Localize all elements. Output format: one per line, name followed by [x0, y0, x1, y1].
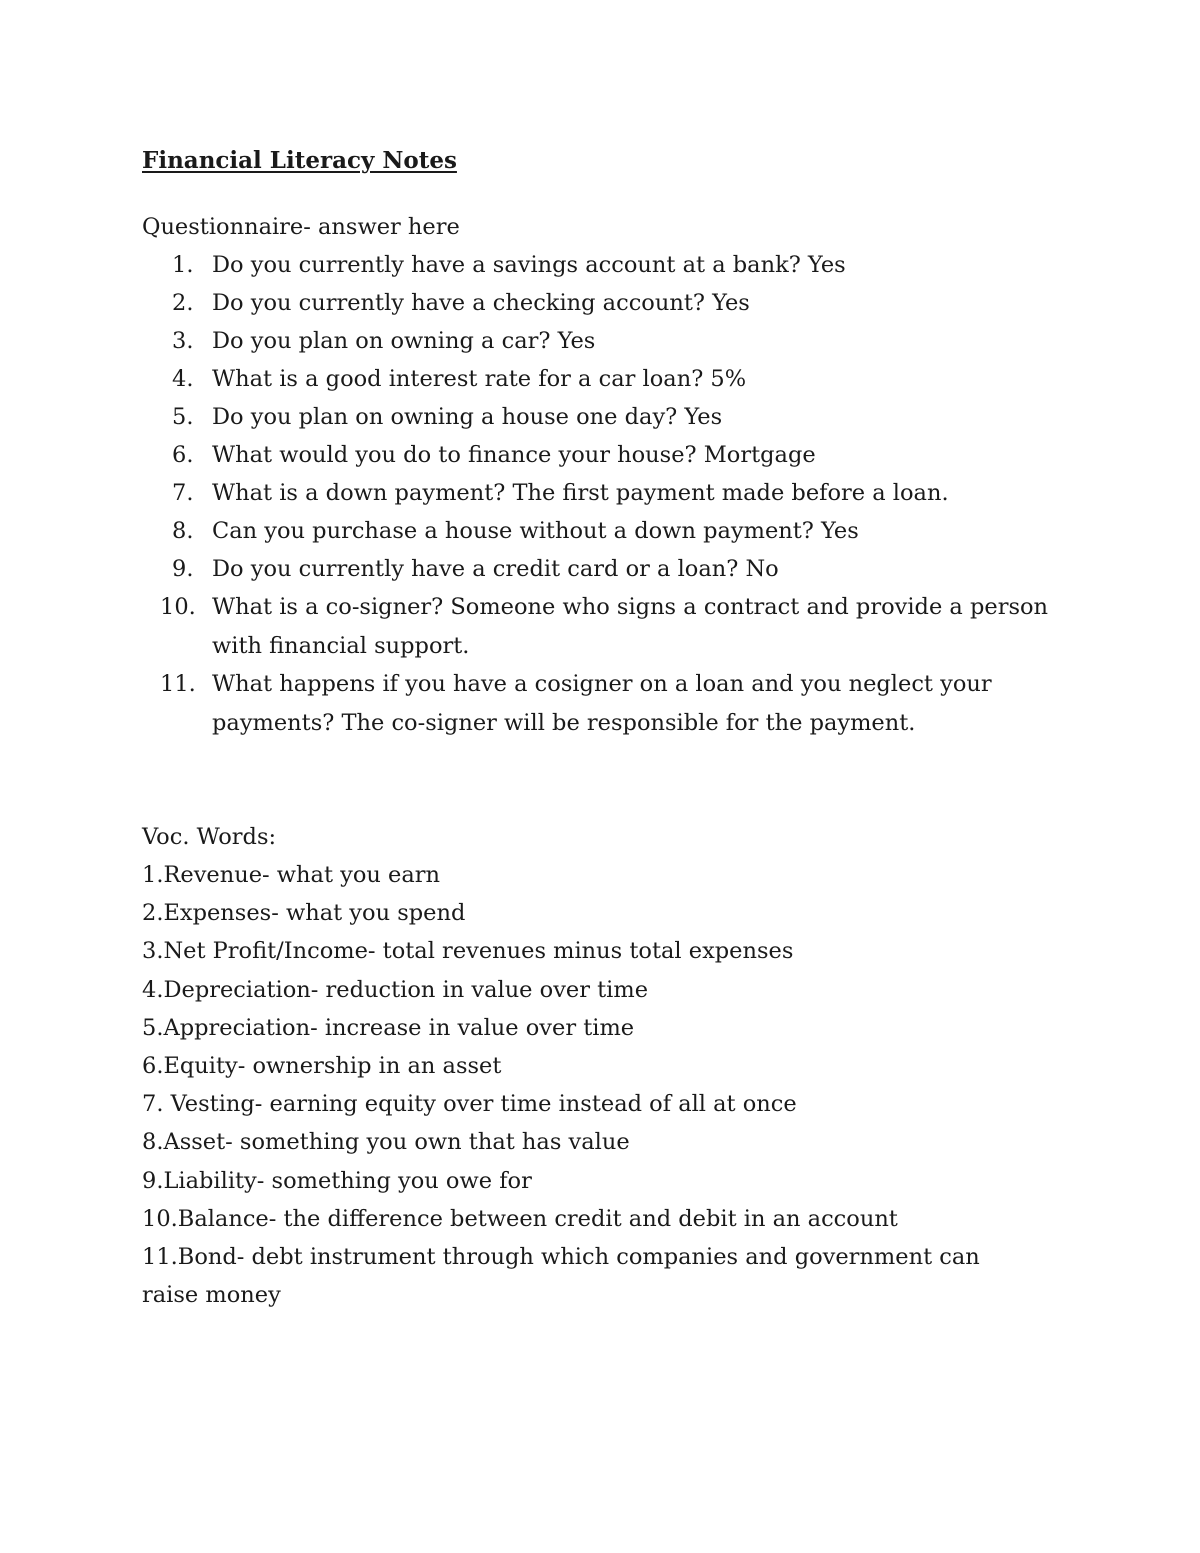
question-text-line: What happens if you have a cosigner on a loan and you neglect your: [212, 671, 992, 697]
question-text-line: payments? The co-signer will be responsible for the payment.: [212, 709, 916, 736]
questionnaire-heading: Questionnaire- answer here: [142, 214, 460, 240]
questionnaire-list: [0, 246, 1200, 742]
vocab-heading: Voc. Words:: [142, 824, 277, 850]
question-text: Do you currently have a credit card or a loan? No: [212, 556, 779, 582]
question-item: [0, 550, 1200, 588]
question-number: 8.: [172, 518, 194, 544]
vocab-item: 6.Equity- ownership in an asset: [142, 1053, 502, 1080]
vocab-item: 3.Net Profit/Income- total revenues minus total expenses: [142, 938, 794, 965]
question-number: 11.: [160, 671, 196, 697]
question-text: Do you plan on owning a car? Yes: [212, 328, 596, 354]
question-text: Do you plan on owning a house one day? Yes: [212, 404, 723, 430]
question-text: Do you currently have a savings account at a bank? Yes: [212, 252, 846, 278]
question-text-line: What is a co-signer? Someone who signs a contract and provide a person: [212, 594, 1049, 620]
vocab-item: 10.Balance- the difference between credit and debit in an account: [142, 1205, 898, 1232]
vocab-item: 4.Depreciation- reduction in value over time: [142, 976, 649, 1003]
question-text: Can you purchase a house without a down payment? Yes: [212, 518, 859, 544]
vocab-item: 8.Asset- something you own that has value: [142, 1129, 630, 1156]
question-item: [0, 360, 1200, 398]
question-text: What would you do to finance your house? Mortgage: [212, 442, 816, 468]
question-item: [0, 512, 1200, 550]
question-text: Do you currently have a checking account? Yes: [212, 290, 750, 316]
question-number: 3.: [172, 328, 194, 354]
question-number: 4.: [172, 366, 194, 392]
question-text: [212, 665, 992, 742]
question-text: [212, 588, 1048, 665]
question-item: [0, 588, 1200, 665]
question-item: [0, 322, 1200, 360]
vocab-item: 5.Appreciation- increase in value over time: [142, 1014, 635, 1041]
question-number: 7.: [172, 480, 194, 506]
question-number: 10.: [160, 594, 196, 620]
question-item: [0, 665, 1200, 742]
question-number: 6.: [172, 442, 194, 468]
question-number: 2.: [172, 290, 194, 316]
question-text: What is a good interest rate for a car loan? 5%: [212, 366, 747, 392]
question-number: 9.: [172, 556, 194, 582]
vocab-item: 1.Revenue- what you earn: [142, 862, 441, 888]
vocab-list: [142, 856, 1042, 1314]
question-item: [0, 436, 1200, 474]
question-number: 1.: [172, 252, 194, 278]
vocab-item: 11.Bond- debt instrument through which companies and government can raise money: [142, 1244, 980, 1309]
question-number: 5.: [172, 404, 194, 430]
vocab-item: 9.Liability- something you owe for: [142, 1167, 532, 1194]
question-item: [0, 246, 1200, 284]
document-title: Financial Literacy Notes: [142, 147, 457, 174]
vocab-item: 2.Expenses- what you spend: [142, 900, 466, 927]
question-text: What is a down payment? The first payment made before a loan.: [212, 480, 949, 506]
question-item: [0, 474, 1200, 512]
question-item: [0, 398, 1200, 436]
question-text-line: with financial support.: [212, 632, 470, 659]
question-item: [0, 284, 1200, 322]
vocab-item: 7. Vesting- earning equity over time instead of all at once: [142, 1091, 797, 1118]
